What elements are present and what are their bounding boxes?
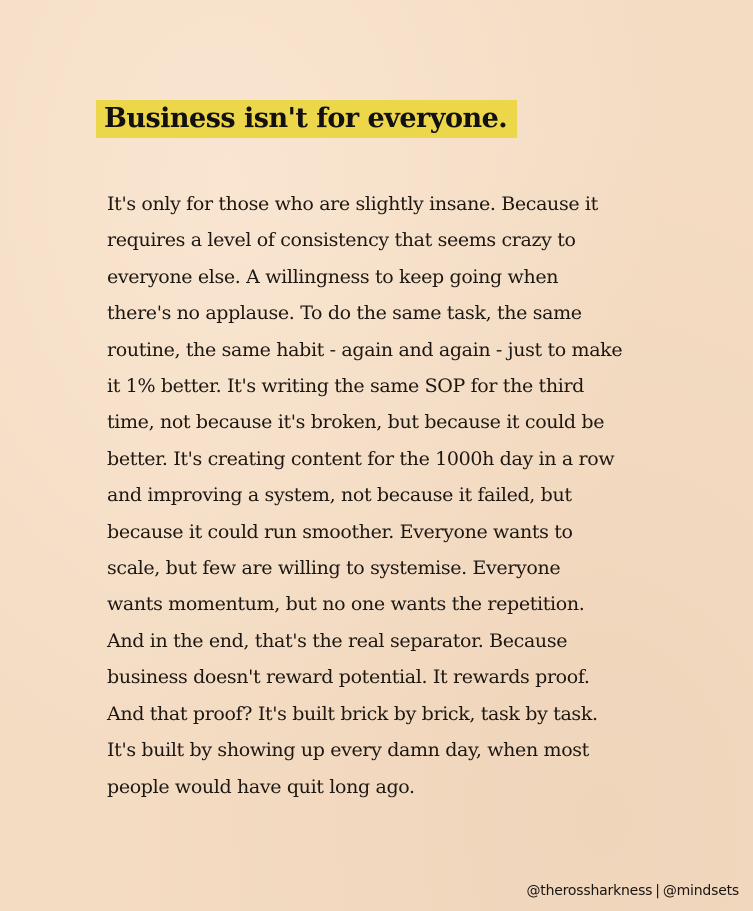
title-highlight (96, 100, 517, 138)
body-line: people would have quit long ago. (107, 775, 415, 798)
body-line: time, not because it's broken, but because it could be (107, 411, 605, 434)
handle-separator: | (655, 883, 660, 899)
body-line: everyone else. A willingness to keep going when (107, 265, 559, 288)
author-handle: @therossharkness (526, 883, 653, 899)
body-line: It's built by showing up every damn day, when most (107, 739, 589, 762)
attribution (527, 883, 740, 899)
body-line: business doesn't reward potential. It rewards proof. (107, 666, 590, 689)
body-line: because it could run smoother. Everyone wants to (107, 520, 573, 543)
post-title: Business isn't for everyone. (104, 103, 508, 134)
account-handle: @mindsets (662, 883, 739, 899)
body-line: wants momentum, but no one wants the repetition. (107, 593, 585, 616)
body-line: And that proof? It's built brick by brick, task by task. (107, 702, 598, 725)
body-line: It's only for those who are slightly insane. Because it (107, 193, 598, 215)
body-line: routine, the same habit - again and again - just to make (107, 338, 623, 361)
body-line: requires a level of consistency that seems crazy to (107, 229, 576, 252)
body-line: And in the end, that's the real separator. Because (107, 629, 568, 652)
body-line: there's no applause. To do the same task, the same (107, 302, 582, 325)
body-line: it 1% better. It's writing the same SOP for the third (107, 375, 584, 398)
body-line: and improving a system, not because it failed, but (107, 484, 572, 507)
body-line: scale, but few are willing to systemise. Everyone (107, 557, 561, 580)
post-body (107, 186, 667, 805)
body-line: better. It's creating content for the 1000h day in a row (107, 447, 615, 470)
